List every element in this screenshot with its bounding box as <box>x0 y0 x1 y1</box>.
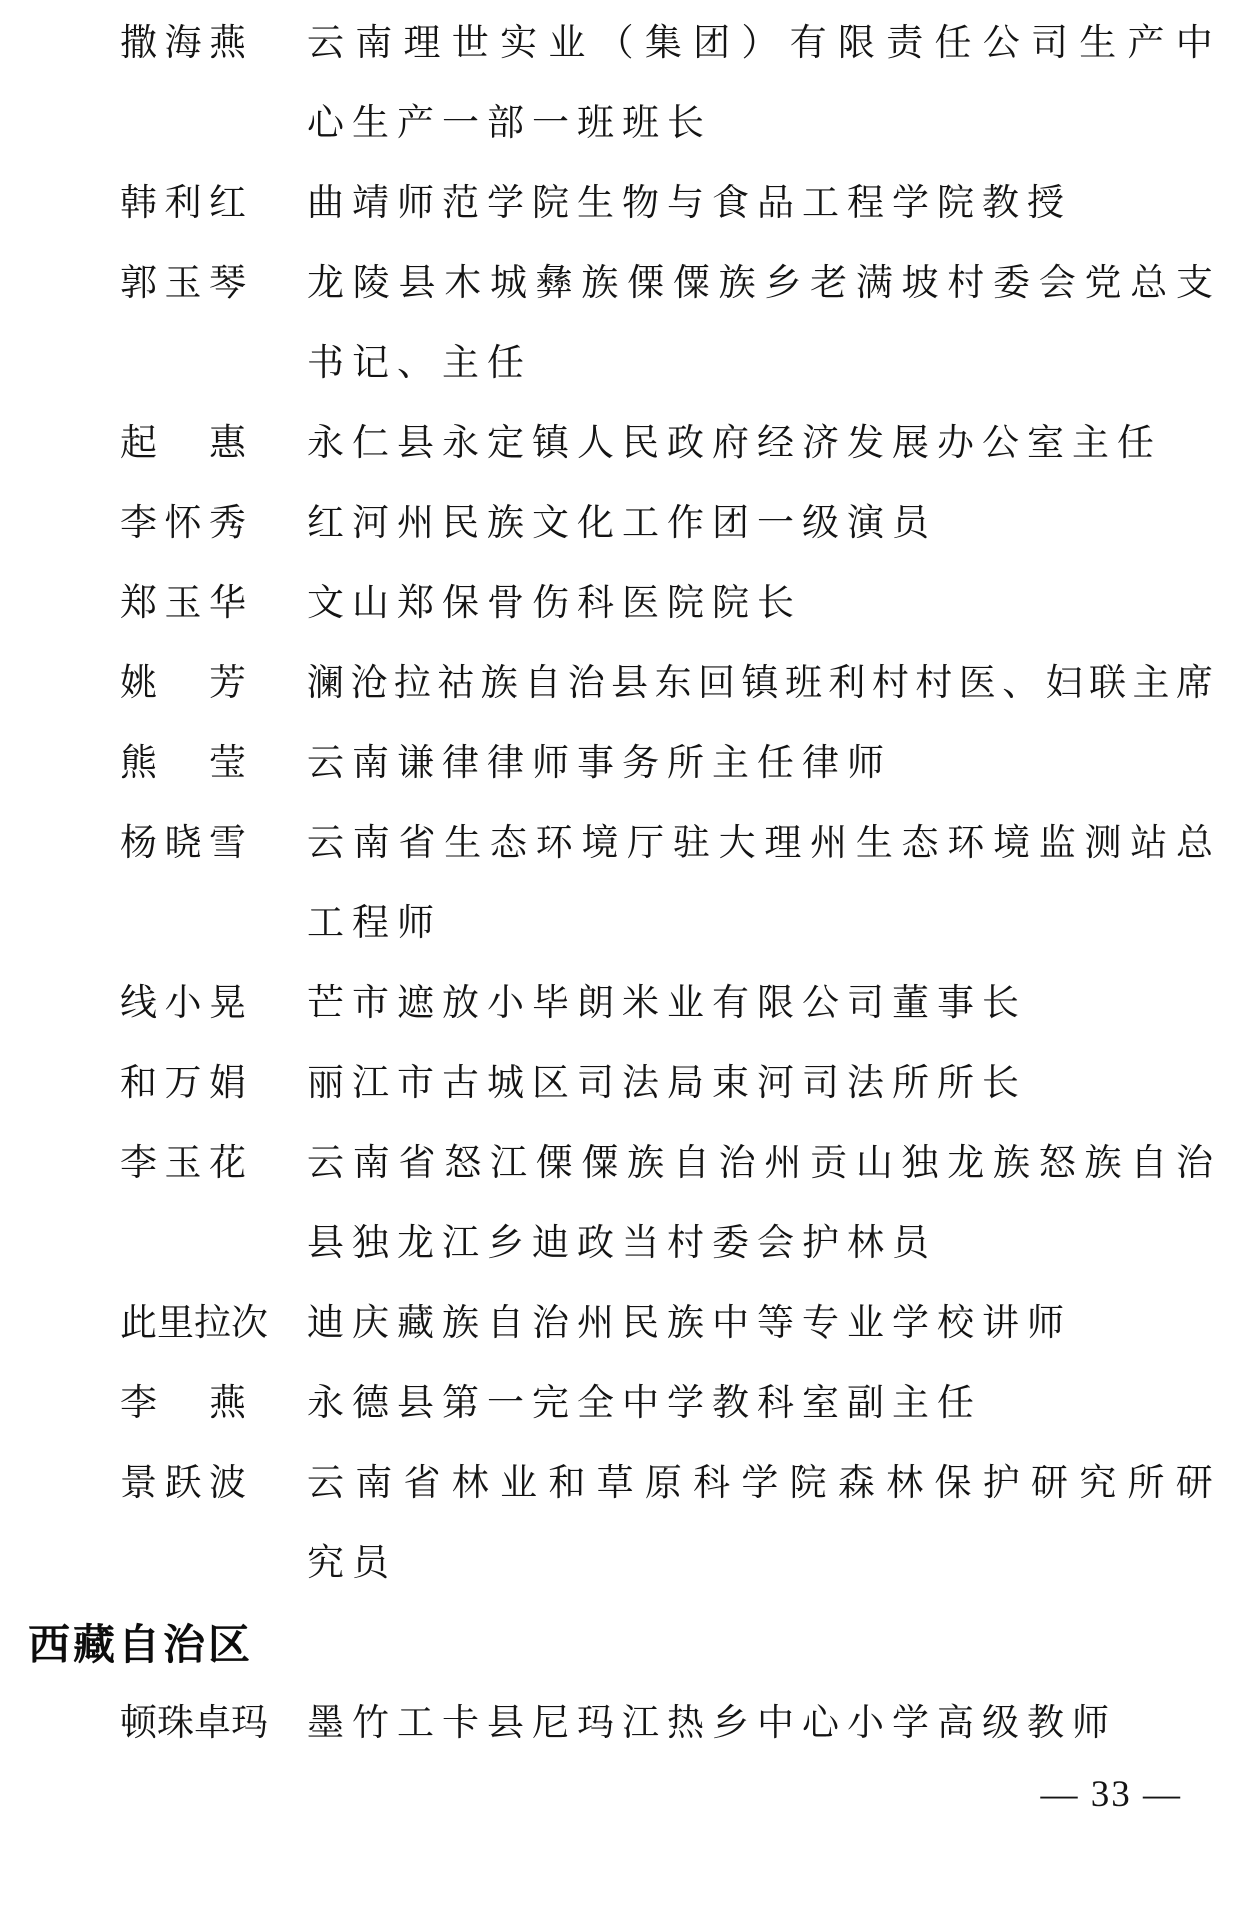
character: 老 <box>810 263 848 304</box>
character: 南 <box>352 1143 390 1184</box>
character: 李 <box>120 503 157 544</box>
character: 卓 <box>194 1703 231 1744</box>
entry-description-line: 云南谦律律师事务所主任律师 <box>307 743 892 784</box>
character: 州 <box>810 823 848 864</box>
entry-name-text <box>120 564 246 644</box>
entry-description-line: 书记、主任 <box>307 343 532 384</box>
character: 南 <box>355 1463 393 1504</box>
entry-description-line <box>307 804 1213 884</box>
character: 团 <box>693 23 731 64</box>
character: 云 <box>307 1463 344 1504</box>
section-header: 西藏自治区 <box>28 1621 254 1668</box>
entry-row <box>120 1444 1242 1604</box>
character: 究 <box>1079 1463 1117 1504</box>
character: 海 <box>164 23 202 64</box>
character: 产 <box>1127 23 1165 64</box>
character: 科 <box>693 1463 731 1504</box>
character: 生 <box>1079 23 1117 64</box>
character: 娟 <box>209 1063 246 1104</box>
character: 治 <box>718 1143 756 1184</box>
entry-row <box>120 244 1242 404</box>
character: 境 <box>993 823 1031 864</box>
character: 玛 <box>231 1703 268 1744</box>
character: 和 <box>120 1063 157 1104</box>
character: 态 <box>901 823 939 864</box>
entry-name-text <box>120 244 246 324</box>
character: 僳 <box>581 1143 619 1184</box>
entry-description <box>307 1684 1213 1764</box>
character: 总 <box>1130 263 1168 304</box>
character: 彝 <box>535 263 573 304</box>
character: 态 <box>489 823 527 864</box>
character: 环 <box>535 823 573 864</box>
entry-description-line: 究员 <box>307 1543 397 1584</box>
character: ） <box>741 23 779 64</box>
entry-name-text <box>120 804 246 884</box>
character: 限 <box>837 23 875 64</box>
character: 利 <box>164 183 202 224</box>
character: 顿 <box>120 1703 157 1744</box>
character: 族 <box>993 1143 1031 1184</box>
character: 怀 <box>164 503 202 544</box>
character: 此 <box>120 1303 157 1344</box>
character: 玉 <box>164 583 202 624</box>
entry-name-text <box>120 404 246 484</box>
character: 村 <box>947 263 985 304</box>
character: 站 <box>1130 823 1168 864</box>
entry-row <box>120 564 1242 644</box>
entry-name-text <box>120 1684 268 1764</box>
entry-name <box>120 804 307 964</box>
entry-description-line: 县独龙江乡迪政当村委会护林员 <box>307 1223 937 1264</box>
character: 怒 <box>444 1143 482 1184</box>
character: 会 <box>1038 263 1076 304</box>
entry-description-line <box>307 4 1213 84</box>
character: 生 <box>444 823 482 864</box>
character: 雪 <box>209 823 246 864</box>
character: 集 <box>644 23 682 64</box>
entry-description <box>307 404 1213 484</box>
character: 省 <box>398 1143 436 1184</box>
character: 莹 <box>209 743 246 784</box>
entry-description-line: 红河州民族文化工作团一级演员 <box>307 503 937 544</box>
entry-description-line: 文山郑保骨伤科医院院长 <box>307 583 802 624</box>
character: 景 <box>120 1463 157 1504</box>
entry-row <box>120 1284 1242 1364</box>
character: 陵 <box>352 263 390 304</box>
character: 乡 <box>764 263 802 304</box>
entry-description <box>307 1124 1213 1284</box>
character: 林 <box>886 1463 924 1504</box>
entry-description <box>307 1364 1213 1444</box>
entry-description-line: 墨竹工卡县尼玛江热乡中心小学高级教师 <box>307 1703 1117 1744</box>
character: 贡 <box>810 1143 848 1184</box>
entry-name-text <box>120 164 246 244</box>
entry-description-line: 心生产一部一班班长 <box>307 103 712 144</box>
entry-row <box>120 804 1242 964</box>
entry-description-line <box>307 1444 1213 1524</box>
character: 李 <box>120 1143 157 1184</box>
character: 李 <box>120 1383 157 1424</box>
character: 自 <box>672 1143 710 1184</box>
character: 姚 <box>120 663 157 704</box>
character: 护 <box>982 1463 1020 1504</box>
character: 省 <box>403 1463 441 1504</box>
character: 公 <box>982 23 1020 64</box>
entry-name <box>120 244 307 404</box>
character: 族 <box>1084 1143 1122 1184</box>
character: 燕 <box>209 1383 246 1424</box>
entry-description <box>307 564 1213 644</box>
character: 秀 <box>209 503 246 544</box>
entry-description <box>307 164 1213 244</box>
character: 云 <box>307 823 344 864</box>
character: 小 <box>164 983 202 1024</box>
character: 总 <box>1175 823 1213 864</box>
character: 僳 <box>672 263 710 304</box>
character: 和 <box>548 1463 586 1504</box>
character: 测 <box>1084 823 1122 864</box>
character: 驻 <box>672 823 710 864</box>
character: 族 <box>627 1143 665 1184</box>
character: 满 <box>855 263 893 304</box>
entry-name-text <box>120 1044 246 1124</box>
character: 责 <box>886 23 924 64</box>
entry-row <box>120 164 1242 244</box>
character: 起 <box>120 423 157 464</box>
entry-name-text <box>120 1124 246 1204</box>
character: 线 <box>120 983 157 1024</box>
character: 世 <box>451 23 489 64</box>
entry-description <box>307 724 1213 804</box>
character: 原 <box>644 1463 682 1504</box>
character: 华 <box>209 583 246 624</box>
character: 业 <box>500 1463 538 1504</box>
character: 龙 <box>307 263 344 304</box>
character: 有 <box>789 23 827 64</box>
character: 族 <box>718 263 756 304</box>
character: 云 <box>307 23 344 64</box>
character: 云 <box>307 1143 344 1184</box>
character: 红 <box>209 183 246 224</box>
entry-description <box>307 244 1213 404</box>
entry-name <box>120 1124 307 1284</box>
character: 玉 <box>164 1143 202 1184</box>
entry-description-line: 芒市遮放小毕朗米业有限公司董事长 <box>307 983 1027 1024</box>
character: 珠 <box>157 1703 194 1744</box>
character: 生 <box>855 823 893 864</box>
character: 厅 <box>627 823 665 864</box>
character: 杨 <box>120 823 157 864</box>
entry-row <box>120 1684 1242 1764</box>
character: 州 <box>764 1143 802 1184</box>
character: 惠 <box>209 423 246 464</box>
character: 监 <box>1038 823 1076 864</box>
character: 熊 <box>120 743 157 784</box>
character: 研 <box>1175 1463 1213 1504</box>
character: 境 <box>581 823 619 864</box>
entry-row <box>120 404 1242 484</box>
character: 林 <box>451 1463 489 1504</box>
character: 学 <box>741 1463 779 1504</box>
character: 次 <box>231 1303 268 1344</box>
entry-description-line: 澜沧拉祜族自治县东回镇班利村村医、妇联主席 <box>307 663 1220 704</box>
character: 大 <box>718 823 756 864</box>
character: 所 <box>1127 1463 1165 1504</box>
entry-name-text <box>120 484 246 564</box>
entry-row <box>120 644 1242 724</box>
character: 晓 <box>164 823 202 864</box>
character: 傈 <box>627 263 665 304</box>
character: 玉 <box>164 263 202 304</box>
character: 任 <box>934 23 972 64</box>
character: 支 <box>1175 263 1213 304</box>
character: 燕 <box>209 23 246 64</box>
character: 跃 <box>164 1463 202 1504</box>
character: 傈 <box>535 1143 573 1184</box>
entry-name-text <box>120 1364 246 1444</box>
entry-row <box>120 1364 1242 1444</box>
character: 治 <box>1175 1143 1213 1184</box>
character: 环 <box>947 823 985 864</box>
entry-name <box>120 484 307 564</box>
entry-description-line: 丽江市古城区司法局束河司法所所长 <box>307 1063 1027 1104</box>
character: 森 <box>837 1463 875 1504</box>
character: 理 <box>764 823 802 864</box>
character: 坡 <box>901 263 939 304</box>
entry-description <box>307 1284 1213 1364</box>
character: （ <box>596 23 634 64</box>
entry-name-text <box>120 964 246 1044</box>
character: 郑 <box>120 583 157 624</box>
character: 江 <box>489 1143 527 1184</box>
character: 里 <box>157 1303 194 1344</box>
entry-name <box>120 1684 307 1764</box>
character: 山 <box>855 1143 893 1184</box>
character: 研 <box>1030 1463 1068 1504</box>
entry-description <box>307 4 1213 164</box>
entry-description-line: 永仁县永定镇人民政府经济发展办公室主任 <box>307 423 1162 464</box>
entry-description-line: 永德县第一完全中学教科室副主任 <box>307 1383 982 1424</box>
entry-row <box>120 724 1242 804</box>
entries-list <box>0 4 1242 1764</box>
entry-row <box>120 1124 1242 1284</box>
entry-description-line: 迪庆藏族自治州民族中等专业学校讲师 <box>307 1303 1072 1344</box>
character: 业 <box>548 23 586 64</box>
entry-name <box>120 1284 307 1364</box>
entry-row <box>120 1044 1242 1124</box>
entry-description-line <box>307 244 1213 324</box>
character: 撒 <box>120 23 157 64</box>
entry-name-text <box>120 644 246 724</box>
character: 保 <box>934 1463 972 1504</box>
character: 院 <box>789 1463 827 1504</box>
entry-description-line: 曲靖师范学院生物与食品工程学院教授 <box>307 183 1072 224</box>
entry-description <box>307 644 1220 724</box>
character: 拉 <box>194 1303 231 1344</box>
entry-row <box>120 484 1242 564</box>
entry-name-text <box>120 1284 268 1364</box>
entry-description-line <box>307 1124 1213 1204</box>
character: 芳 <box>209 663 246 704</box>
character: 独 <box>901 1143 939 1184</box>
entry-name <box>120 404 307 484</box>
entry-row <box>120 964 1242 1044</box>
character: 晃 <box>209 983 246 1024</box>
character: 南 <box>352 823 390 864</box>
entry-name-text <box>120 4 246 84</box>
entry-name <box>120 164 307 244</box>
character: 南 <box>355 23 393 64</box>
entry-description <box>307 1044 1213 1124</box>
entry-name <box>120 1044 307 1124</box>
character: 波 <box>209 1463 246 1504</box>
entry-row <box>120 4 1242 164</box>
character: 理 <box>403 23 441 64</box>
character: 城 <box>489 263 527 304</box>
entry-description <box>307 484 1213 564</box>
character: 自 <box>1130 1143 1168 1184</box>
entry-name-text <box>120 724 246 804</box>
character: 郭 <box>120 263 157 304</box>
entry-name <box>120 4 307 164</box>
character: 省 <box>398 823 436 864</box>
character: 木 <box>444 263 482 304</box>
entry-description <box>307 1444 1213 1604</box>
entry-name <box>120 724 307 804</box>
entry-name <box>120 564 307 644</box>
character: 花 <box>209 1143 246 1184</box>
character: 草 <box>596 1463 634 1504</box>
page-number: — 33 — <box>1040 1774 1182 1815</box>
character: 县 <box>398 263 436 304</box>
character: 实 <box>500 23 538 64</box>
character: 琴 <box>209 263 246 304</box>
entry-name-text <box>120 1444 246 1524</box>
character: 族 <box>581 263 619 304</box>
character: 委 <box>993 263 1031 304</box>
entry-name <box>120 1364 307 1444</box>
entry-name <box>120 644 307 724</box>
character: 龙 <box>947 1143 985 1184</box>
entry-name <box>120 964 307 1044</box>
entry-name <box>120 1444 307 1604</box>
character: 司 <box>1030 23 1068 64</box>
character: 中 <box>1175 23 1213 64</box>
entry-description <box>307 964 1213 1044</box>
character: 韩 <box>120 183 157 224</box>
character: 党 <box>1084 263 1122 304</box>
entry-description-line: 工程师 <box>307 903 442 944</box>
character: 怒 <box>1038 1143 1076 1184</box>
entry-description <box>307 804 1213 964</box>
character: 万 <box>164 1063 202 1104</box>
